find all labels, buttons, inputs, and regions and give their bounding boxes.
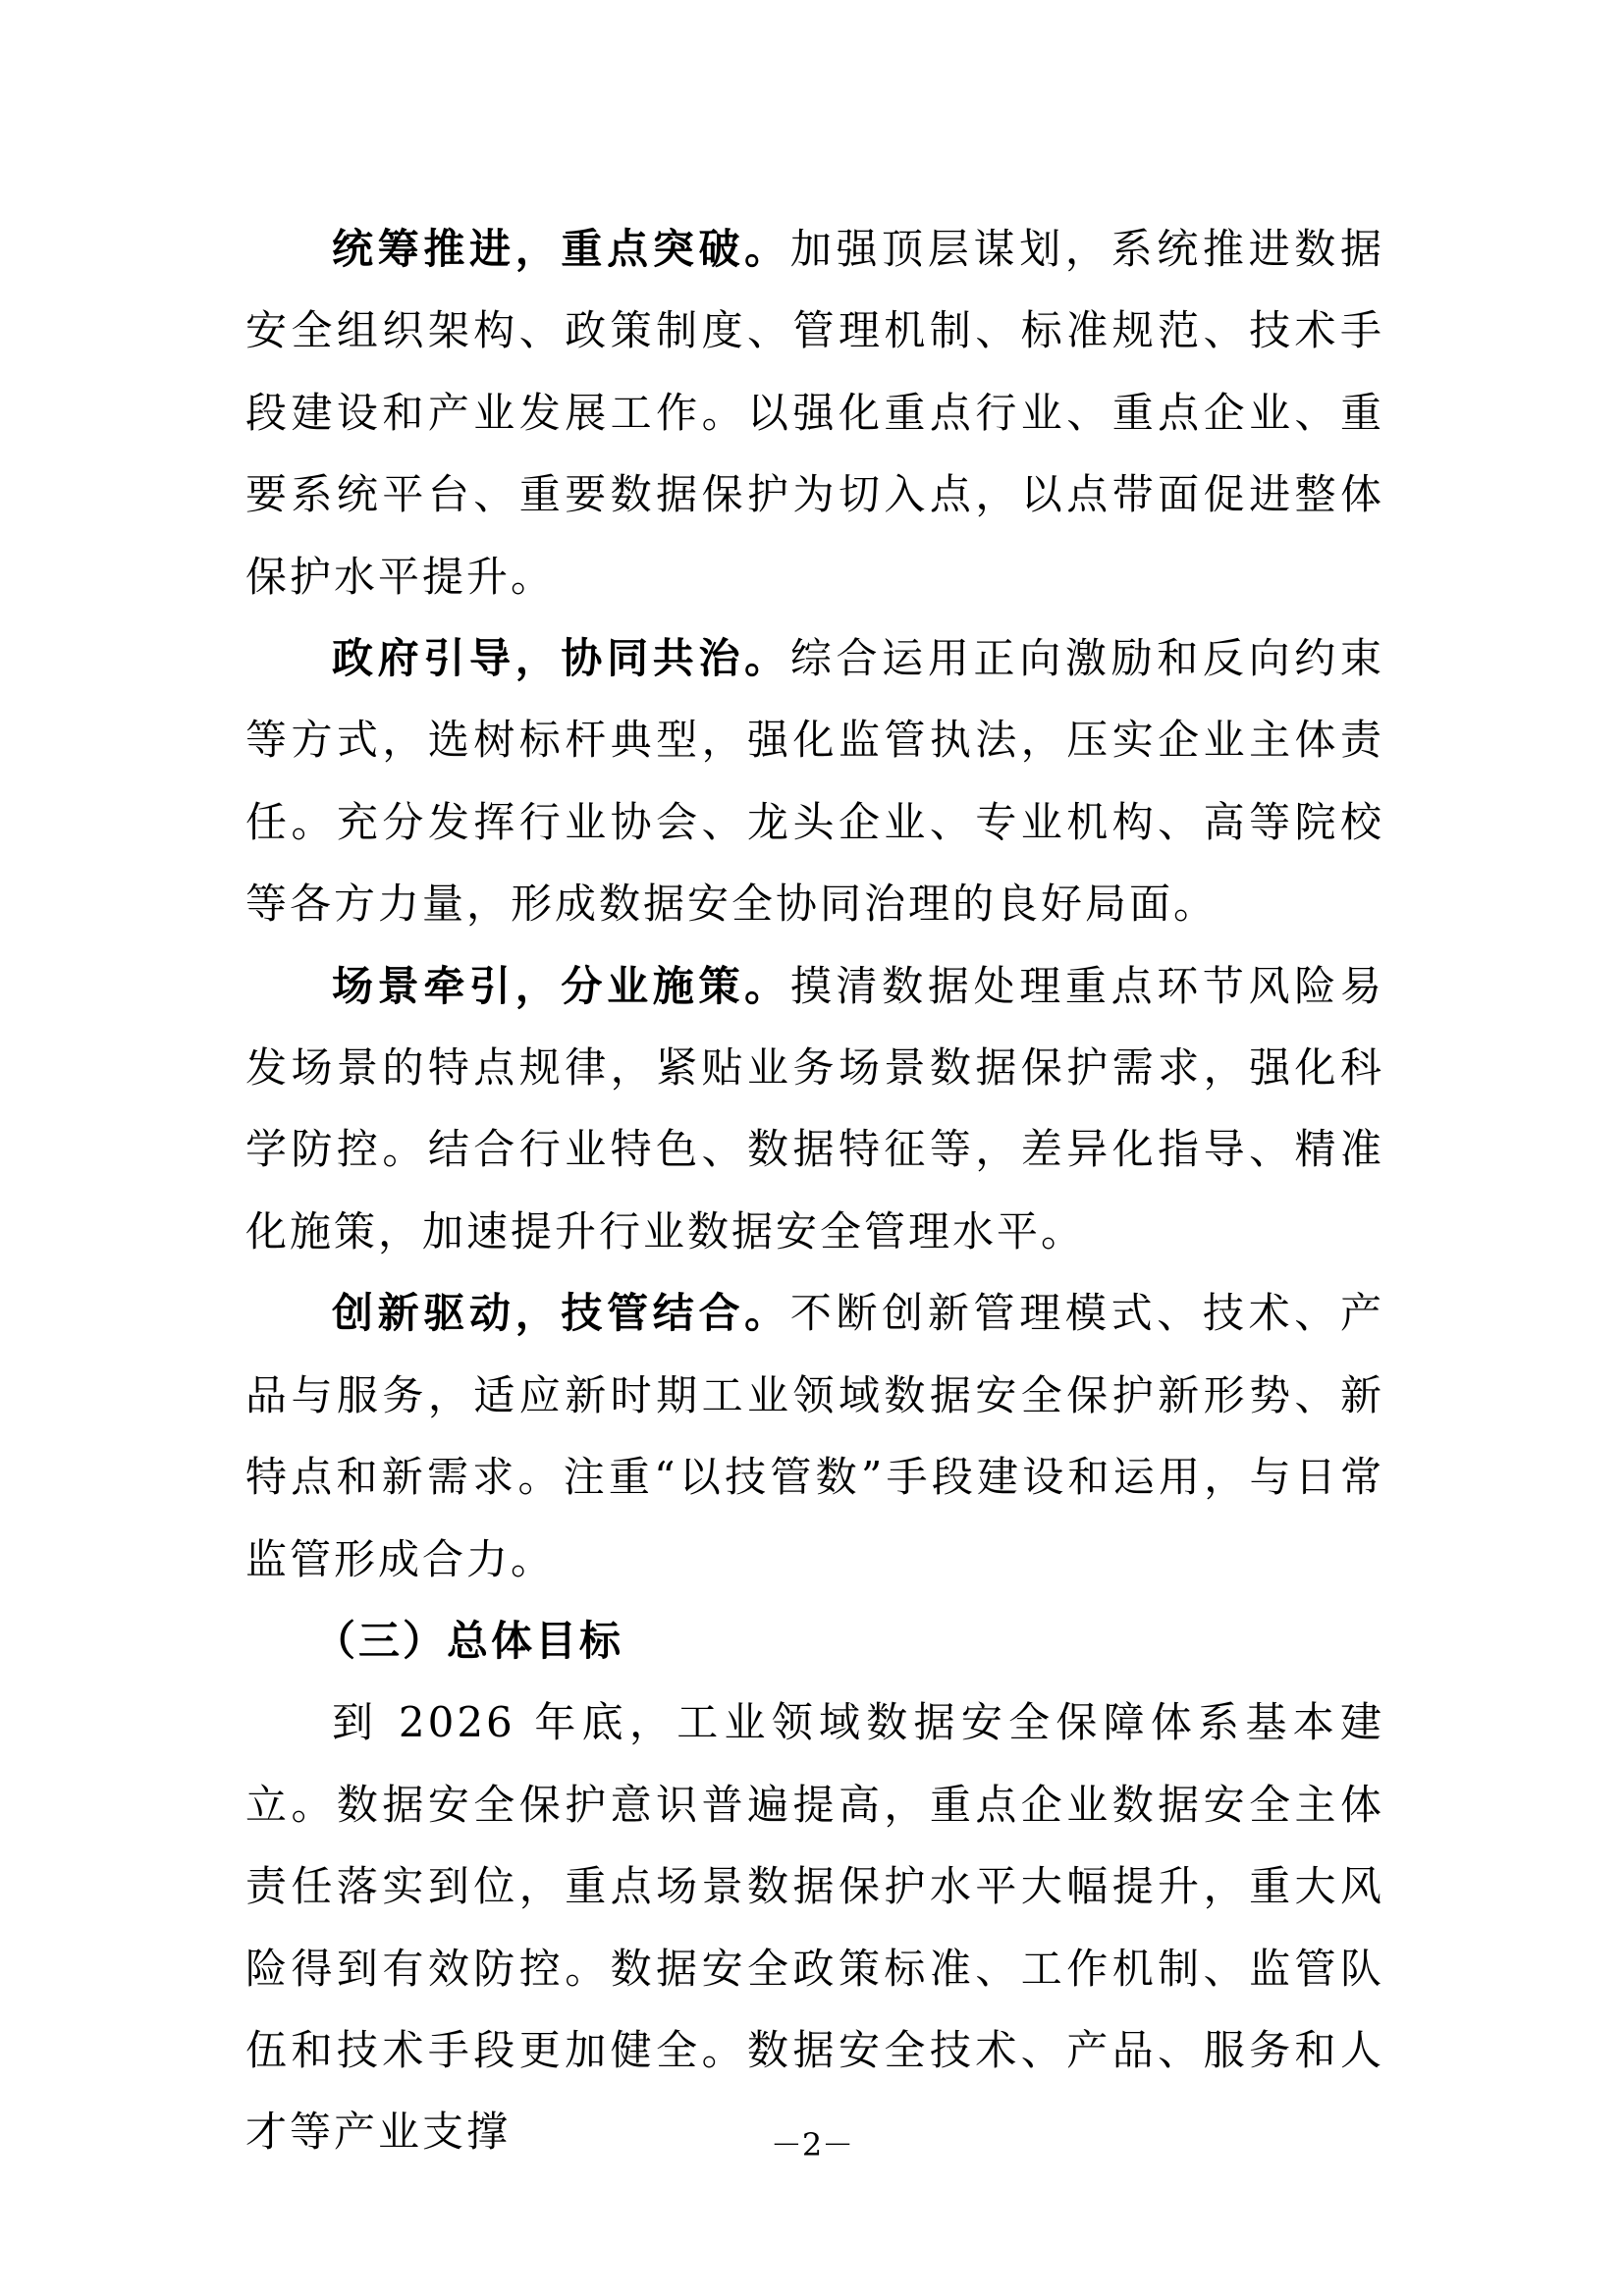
goal-paragraph: 到 2026 年底，工业领域数据安全保障体系基本建立。数据安全保护意识普遍提高，重点企业数据安全主体责任落实到位，重点场景数据保护水平大幅提升，重大风险得到有效防控。数据安全政策标准、工作机制、监管队伍和技术手段更加健全。数据安全技术、产品、服务和人才等产业支撑 bbox=[245, 1698, 1384, 2157]
principle-heading-2: 政府引导，协同共治。 bbox=[332, 634, 790, 683]
principle-text-3: 摸清数据处理重点环节风险易发场景的特点规律，紧贴业务场景数据保护需求，强化科学防控。结合行业特色、数据特征等，差异化指导、精准化施策，加速提升行业数据安全管理水平。 bbox=[245, 961, 1384, 1255]
principle-paragraph-4 bbox=[245, 1272, 1384, 1600]
principle-paragraph-1 bbox=[245, 208, 1384, 617]
principle-heading-4: 创新驱动，技管结合。 bbox=[332, 1289, 790, 1338]
principle-paragraph-3 bbox=[245, 945, 1384, 1273]
page-number: －2－ bbox=[770, 2126, 854, 2163]
document-body bbox=[245, 208, 1384, 2173]
principle-paragraph-2 bbox=[245, 617, 1384, 945]
section-heading: （三）总体目标 bbox=[314, 1616, 624, 1665]
principle-heading-1: 统筹推进，重点突破。 bbox=[332, 225, 790, 273]
principle-text-4: 不断创新管理模式、技术、产品与服务，适应新时期工业领域数据安全保护新形势、新特点和新需求。注重“以技管数”手段建设和运用，与日常监管形成合力。 bbox=[245, 1289, 1384, 1583]
principle-heading-3: 场景牵引，分业施策。 bbox=[332, 961, 790, 1010]
principle-text-2: 综合运用正向激励和反向约束等方式，选树标杆典型，强化监管执法，压实企业主体责任。充分发挥行业协会、龙头企业、专业机构、高等院校等各方力量，形成数据安全协同治理的良好局面。 bbox=[245, 634, 1384, 929]
principle-text-1: 加强顶层谋划，系统推进数据安全组织架构、政策制度、管理机制、标准规范、技术手段建设和产业发展工作。以强化重点行业、重点企业、重要系统平台、重要数据保护为切入点，以点带面促进整体保护水平提升。 bbox=[245, 225, 1384, 601]
